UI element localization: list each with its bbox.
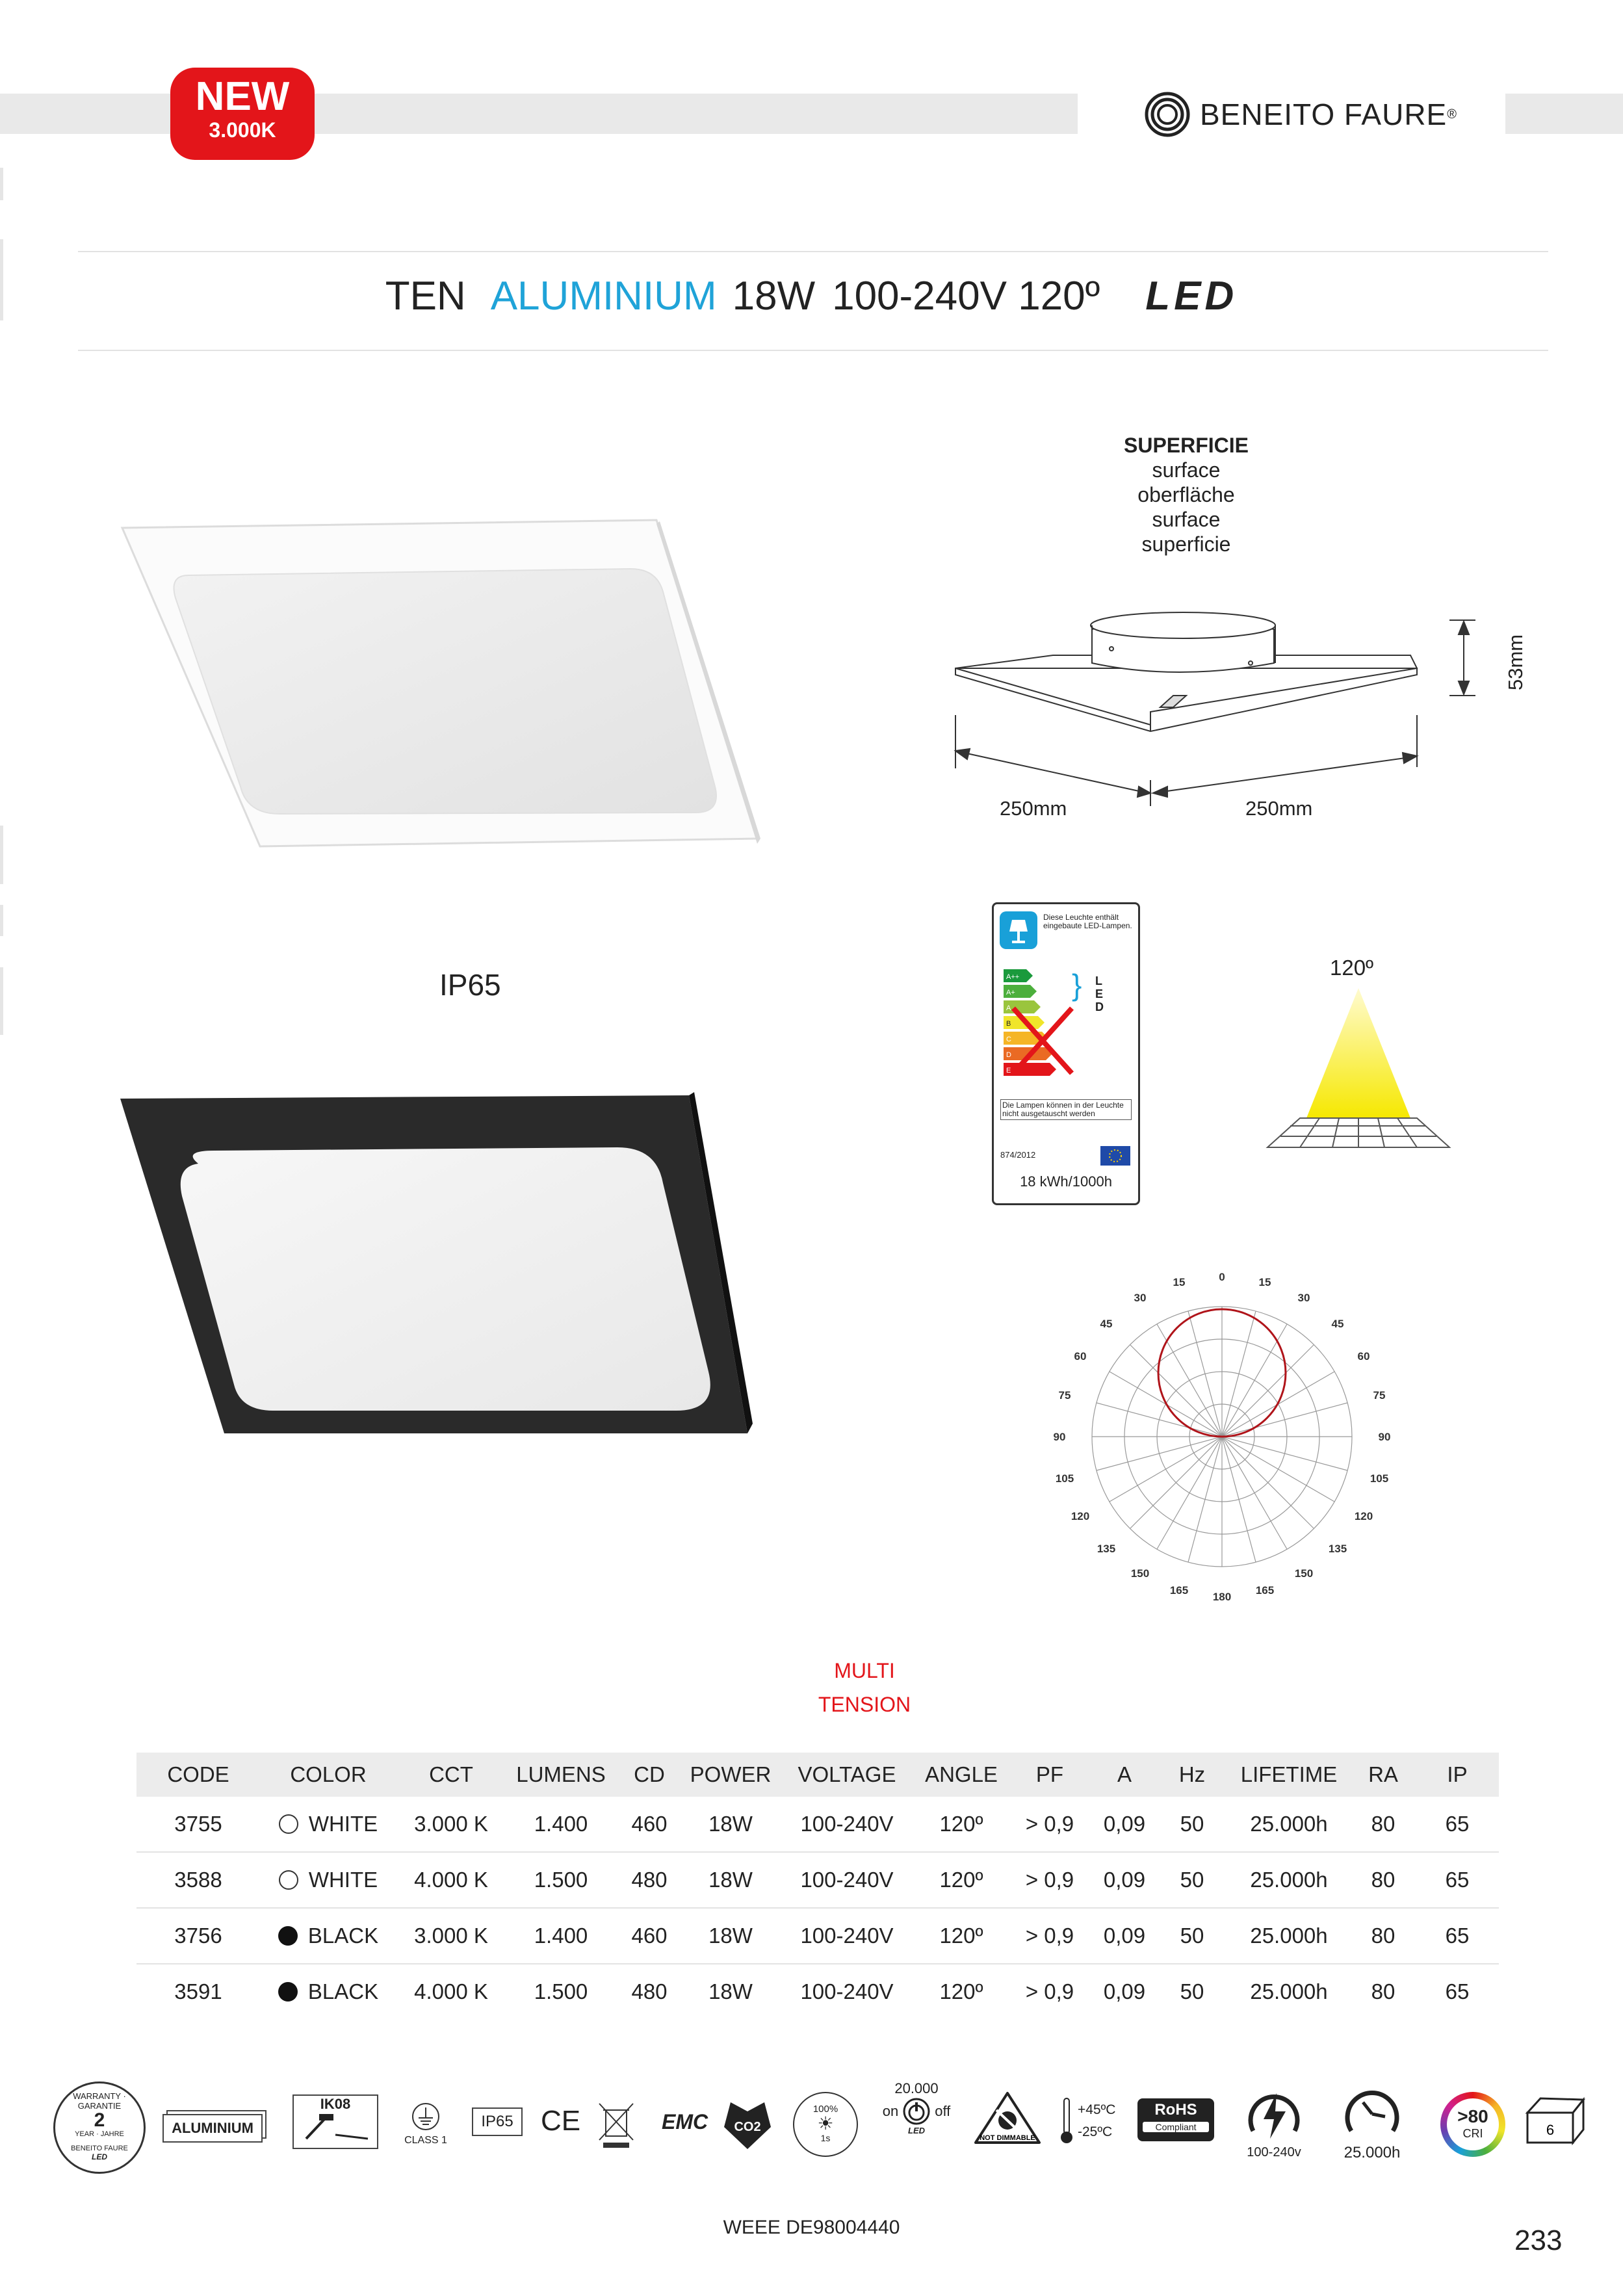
energy-class-arrows <box>1000 969 1130 1080</box>
energy-label <box>992 902 1140 1205</box>
title-model: TEN <box>385 274 466 319</box>
weee-bin-icon <box>597 2101 636 2149</box>
tension-label: TENSION <box>818 1693 911 1716</box>
cell-lumens: 1.400 <box>506 1797 616 1852</box>
brand-rings-icon <box>1144 91 1191 138</box>
cell-ip: 65 <box>1416 1797 1499 1852</box>
cycles-led: LED <box>908 2126 925 2135</box>
polar-label: 60 <box>1074 1350 1087 1363</box>
voltage-icon <box>1235 2085 1313 2160</box>
cell-cd: 460 <box>616 1908 682 1964</box>
cell-hz: 50 <box>1157 1852 1227 1908</box>
product-image-white <box>117 514 760 852</box>
cell-pf: > 0,9 <box>1007 1908 1092 1964</box>
beam-angle-label: 120º <box>1330 956 1374 980</box>
white-dot-icon <box>279 1814 298 1834</box>
color-label: WHITE <box>308 1868 378 1892</box>
table-header-cell: A <box>1092 1753 1157 1797</box>
spec-table <box>136 1753 1499 2019</box>
thermometer-icon <box>1059 2097 1074 2145</box>
cell-pf: > 0,9 <box>1025 1979 1074 2003</box>
switch-time: 1s <box>820 2133 831 2143</box>
polar-label: 0 <box>1219 1271 1225 1283</box>
table-row <box>136 1852 1499 1908</box>
cell-cct: 3.000 K <box>396 1908 506 1964</box>
black-dot-icon <box>278 1982 298 2002</box>
weee-number: WEEE DE98004440 <box>723 2217 900 2238</box>
ce-icon: CE <box>541 2105 581 2137</box>
ik-icon <box>292 2094 378 2149</box>
dim-width: 250mm <box>1000 797 1067 820</box>
polar-label: 150 <box>1294 1567 1314 1580</box>
energy-class: B <box>1006 1020 1011 1028</box>
sun-icon: ☀ <box>817 2113 834 2133</box>
table-header-cell: Hz <box>1157 1753 1227 1797</box>
cycles-onoff <box>871 2097 962 2126</box>
cell-angle: 120º <box>915 1908 1007 1964</box>
cycles-on: on <box>882 2103 899 2119</box>
cell-code: 3756 <box>136 1908 260 1964</box>
polar-label: 150 <box>1130 1567 1150 1580</box>
warranty-num: 2 <box>94 2109 105 2131</box>
cell-lifetime: 25.000h <box>1227 1797 1351 1852</box>
cell-voltage: 100-240V <box>779 1908 915 1964</box>
energy-class: D <box>1006 1051 1011 1059</box>
aluminium-icon: ALUMINIUM <box>162 2114 263 2143</box>
rohs-label: RoHS <box>1154 2101 1197 2119</box>
cri-inner <box>1447 2098 1499 2150</box>
cell-code: 3755 <box>136 1797 260 1852</box>
warranty-sub: YEAR · JAHRE <box>75 2130 124 2138</box>
warranty-brand: BENEITO FAURE <box>71 2145 128 2152</box>
switching-icon <box>793 2092 858 2157</box>
cell-lumens: 1.500 <box>506 1852 616 1908</box>
cell-voltage: 100-240V <box>800 1979 894 2003</box>
polar-label: 165 <box>1255 1584 1275 1597</box>
title-rule-bottom <box>78 350 1548 351</box>
cell-a: 0,09 <box>1103 1979 1146 2003</box>
dim-height: 53mm <box>1504 634 1527 690</box>
cell-cd: 460 <box>616 1797 682 1852</box>
voltage-label: 100-240v <box>1247 2145 1301 2159</box>
energy-class: A+ <box>1006 989 1015 997</box>
cell-pf: > 0,9 <box>1007 1797 1092 1852</box>
cell-lumens: 1.400 <box>506 1908 616 1964</box>
cell-code: 3588 <box>136 1852 260 1908</box>
cell-color <box>260 1908 396 1964</box>
switch-pct: 100% <box>812 2104 838 2115</box>
cell-cct: 4.000 K <box>396 1852 506 1908</box>
emc-icon: EMC <box>662 2110 708 2133</box>
polar-label: 15 <box>1173 1276 1186 1288</box>
table-header-cell: RA <box>1351 1753 1416 1797</box>
mounting-translation: oberfläche <box>1137 483 1235 506</box>
side-tick <box>0 905 3 936</box>
not-dimmable-icon <box>968 2089 1046 2152</box>
table-header-cell: CCT <box>396 1753 506 1797</box>
table-header-row <box>136 1753 1499 1797</box>
energy-class: A++ <box>1006 973 1020 981</box>
color-label: BLACK <box>307 1979 379 2003</box>
cell-code: 3591 <box>174 1979 222 2003</box>
cell-power: 18W <box>682 1908 779 1964</box>
polar-label: 75 <box>1373 1389 1386 1402</box>
polar-label: 165 <box>1169 1584 1189 1597</box>
page-number: 233 <box>1514 2224 1563 2256</box>
cell-angle: 120º <box>915 1797 1007 1852</box>
energy-consumption: 18 kWh/1000h <box>1020 1173 1112 1190</box>
ik-label: IK08 <box>320 2096 351 2112</box>
cycles-icon <box>871 2080 962 2135</box>
box-icon <box>1521 2093 1586 2145</box>
cell-color <box>260 1964 396 2019</box>
polar-label: 45 <box>1100 1318 1113 1330</box>
led-letter: L <box>1095 974 1102 987</box>
mounting-translation: superficie <box>1141 532 1231 556</box>
energy-class: C <box>1006 1036 1011 1043</box>
warranty-led: LED <box>92 2152 107 2161</box>
cycles-off: off <box>935 2103 951 2119</box>
led-letter: D <box>1095 1000 1104 1013</box>
cell-ip: 65 <box>1416 1852 1499 1908</box>
led-letter: E <box>1095 987 1104 1000</box>
table-header-cell: IP <box>1416 1753 1499 1797</box>
cell-hz: 50 <box>1157 1797 1227 1852</box>
title-rule-top <box>78 251 1548 252</box>
brand-name: BENEITO FAURE <box>1200 98 1448 131</box>
temp-min: -25ºC <box>1078 2124 1113 2139</box>
pack-label: 6 <box>1546 2122 1555 2138</box>
lifetime-icon <box>1330 2085 1414 2162</box>
cell-ra: 80 <box>1351 1797 1416 1852</box>
temperature-icon <box>1059 2097 1137 2145</box>
cell-voltage: 100-240V <box>779 1797 915 1852</box>
dim-depth: 250mm <box>1245 797 1313 820</box>
mounting-translation: surface <box>1152 508 1221 531</box>
polar-label: 30 <box>1297 1292 1310 1304</box>
multi-label: MULTI <box>834 1659 895 1682</box>
table-row <box>136 1797 1499 1852</box>
ip-icon: IP65 <box>472 2107 523 2136</box>
cell-ip: 65 <box>1445 1979 1470 2003</box>
energy-note-top: Diese Leuchte enthält eingebaute LED-Lampen. <box>1043 913 1132 930</box>
polar-label: 60 <box>1357 1350 1370 1363</box>
side-tick <box>0 826 3 884</box>
polar-label: 105 <box>1055 1472 1074 1485</box>
co2-icon <box>721 2098 773 2150</box>
table-header-cell: VOLTAGE <box>779 1753 915 1797</box>
ip-rating: IP65 <box>439 968 501 1002</box>
cell-cct: 4.000 K <box>414 1979 488 2003</box>
polar-label: 75 <box>1058 1389 1071 1402</box>
cell-a: 0,09 <box>1092 1908 1157 1964</box>
cell-power: 18W <box>708 1979 753 2003</box>
cell-ra: 80 <box>1351 1908 1416 1964</box>
not-dimmable-label: NOT DIMMABLE <box>980 2134 1035 2142</box>
cell-cd: 480 <box>616 1852 682 1908</box>
product-title <box>0 273 1623 319</box>
energy-note-bottom: Die Lampen können in der Leuchte nicht ausgetauscht werden <box>1000 1099 1132 1120</box>
title-power: 18W <box>732 274 816 319</box>
table-header-cell: LUMENS <box>506 1753 616 1797</box>
cell-lumens: 1.500 <box>534 1979 588 2003</box>
title-voltage: 100-240V 120º <box>832 274 1100 319</box>
badge-line2: 3.000K <box>209 118 276 142</box>
cell-lifetime: 25.000h <box>1227 1908 1351 1964</box>
cell-power: 18W <box>682 1852 779 1908</box>
side-tick <box>0 967 3 1035</box>
energy-class: E <box>1006 1067 1011 1075</box>
polar-label: 135 <box>1097 1543 1116 1555</box>
mounting-title: SUPERFICIE <box>1123 434 1249 457</box>
hammer-icon <box>300 2113 371 2141</box>
cell-angle: 120º <box>939 1979 983 2003</box>
polar-label: 30 <box>1134 1292 1147 1304</box>
title-material: ALUMINIUM <box>490 274 717 319</box>
cell-angle: 120º <box>915 1852 1007 1908</box>
cell-hz: 50 <box>1180 1979 1204 2003</box>
cell-ra: 80 <box>1351 1852 1416 1908</box>
polar-label: 135 <box>1328 1543 1347 1555</box>
table-header-cell: CD <box>616 1753 682 1797</box>
cell-lifetime: 25.000h <box>1250 1979 1328 2003</box>
cell-power: 18W <box>682 1797 779 1852</box>
cri-value: >80 <box>1457 2106 1488 2126</box>
polar-label: 105 <box>1370 1472 1389 1485</box>
badge-line1: NEW <box>195 74 290 119</box>
polar-label: 90 <box>1053 1431 1066 1443</box>
table-header-cell: PF <box>1007 1753 1092 1797</box>
svg-text:}: } <box>1072 969 1082 1002</box>
power-icon <box>902 2097 931 2126</box>
polar-diagram <box>1033 1261 1410 1612</box>
brand-reg: ® <box>1447 107 1457 122</box>
polar-label: 180 <box>1212 1591 1232 1603</box>
color-label: BLACK <box>307 1924 379 1948</box>
mounting-label <box>1053 433 1319 556</box>
table-row <box>136 1908 1499 1964</box>
cell-ip: 65 <box>1416 1908 1499 1964</box>
side-tick <box>0 168 3 200</box>
polar-label: 45 <box>1331 1318 1344 1330</box>
mounting-translation: surface <box>1152 458 1221 482</box>
header-band-right <box>1505 94 1623 134</box>
cell-hz: 50 <box>1157 1908 1227 1964</box>
polar-label: 120 <box>1354 1510 1373 1522</box>
lightning-gauge-icon <box>1244 2085 1304 2145</box>
earth-icon <box>396 2102 455 2146</box>
cycles-count: 20.000 <box>894 2080 939 2096</box>
black-dot-icon <box>278 1926 298 1946</box>
lamp-icon <box>999 911 1038 950</box>
cell-pf: > 0,9 <box>1007 1852 1092 1908</box>
cell-color <box>260 1797 396 1852</box>
table-header-cell: ANGLE <box>915 1753 1007 1797</box>
cell-ra: 80 <box>1371 1979 1396 2003</box>
cell-a: 0,09 <box>1092 1852 1157 1908</box>
header-band-left <box>0 94 1078 134</box>
table-header-cell: POWER <box>682 1753 779 1797</box>
ground-symbol-icon <box>411 2102 440 2131</box>
brand-logo <box>1144 91 1457 138</box>
polar-label: 90 <box>1378 1431 1391 1443</box>
new-badge <box>170 68 315 160</box>
polar-label: 15 <box>1258 1276 1271 1288</box>
beam-angle-icon <box>1261 982 1456 1157</box>
energy-regulation: 874/2012 <box>1000 1150 1036 1160</box>
cri-label: CRI <box>1462 2127 1483 2140</box>
white-dot-icon <box>279 1870 298 1890</box>
color-label: WHITE <box>308 1812 378 1836</box>
class-label: CLASS 1 <box>404 2135 447 2146</box>
cri-icon <box>1440 2092 1505 2157</box>
cell-a: 0,09 <box>1092 1797 1157 1852</box>
pack-icon <box>1521 2093 1586 2149</box>
cell-color <box>260 1852 396 1908</box>
eu-flag-icon <box>1100 1146 1130 1166</box>
table-row <box>136 1964 1499 2019</box>
rohs-icon <box>1137 2098 1214 2141</box>
warranty-top: WARRANTY · GARANTIE <box>73 2091 126 2111</box>
title-led: LED <box>1145 274 1238 319</box>
polar-label: 120 <box>1071 1510 1090 1522</box>
cell-cct: 3.000 K <box>396 1797 506 1852</box>
dimmer-crossed-icon <box>972 2089 1043 2148</box>
warranty-icon <box>53 2081 146 2174</box>
cell-voltage: 100-240V <box>779 1852 915 1908</box>
energy-led-letters <box>1095 974 1104 1013</box>
cell-cd: 480 <box>631 1979 668 2003</box>
rohs-sub: Compliant <box>1143 2122 1209 2132</box>
temp-max: +45ºC <box>1078 2102 1116 2117</box>
table-header-cell: COLOR <box>260 1753 396 1797</box>
clock-icon <box>1340 2085 1405 2140</box>
table-header-cell: CODE <box>136 1753 260 1797</box>
certification-icons <box>45 2080 1592 2171</box>
energy-class: A <box>1006 1004 1011 1012</box>
lifetime-label: 25.000h <box>1344 2144 1401 2161</box>
co2-label: CO2 <box>734 2120 761 2134</box>
table-header-cell: LIFETIME <box>1227 1753 1351 1797</box>
product-image-black <box>104 1092 767 1456</box>
cell-lifetime: 25.000h <box>1227 1852 1351 1908</box>
